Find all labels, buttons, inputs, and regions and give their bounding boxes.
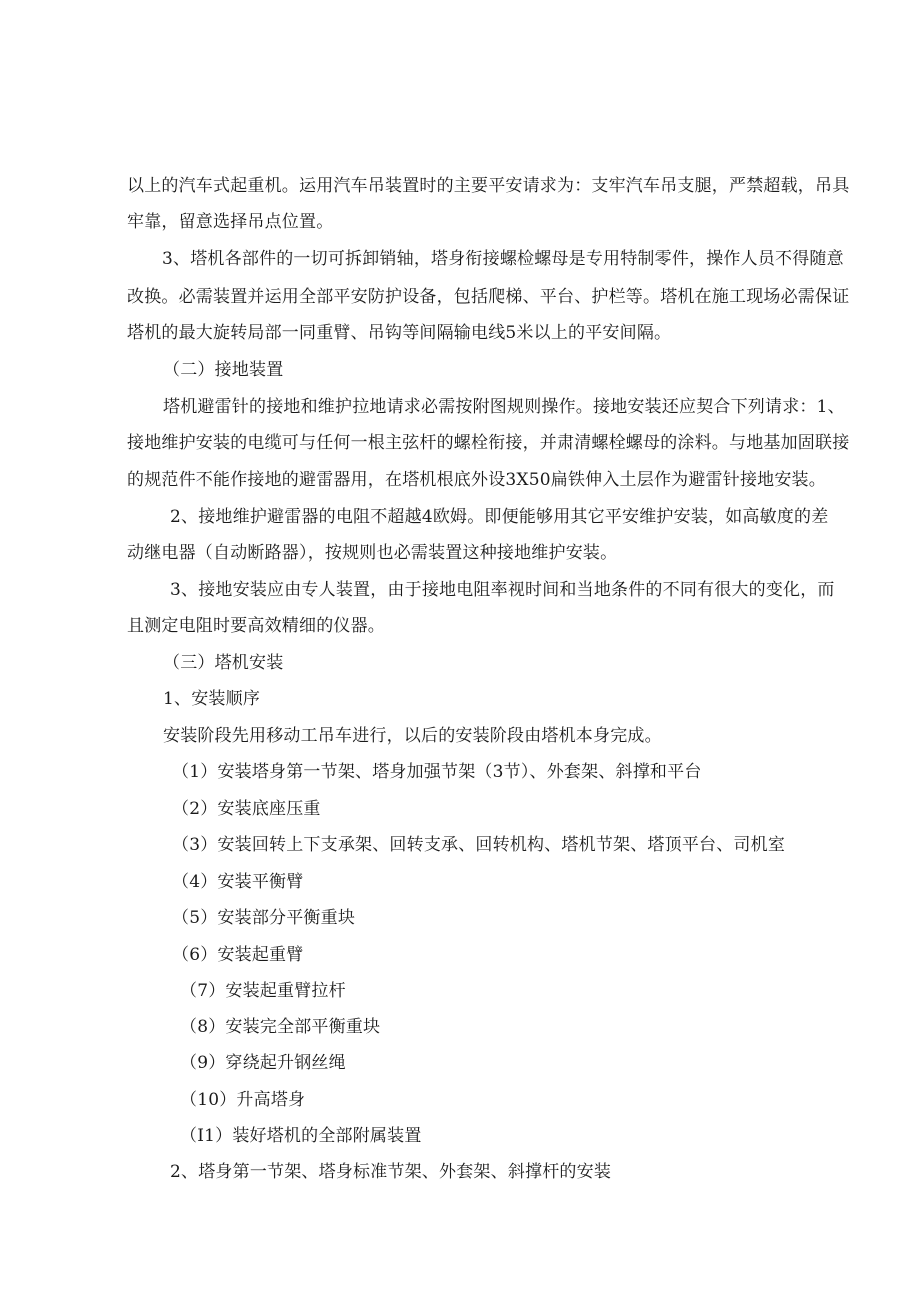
section-heading: （三）塔机安装	[163, 653, 284, 673]
subsection-heading: 2、塔身第一节架、塔身标准节架、外套架、斜撑杆的安装	[170, 1162, 612, 1182]
paragraph-line: 以上的汽车式起重机。运用汽车吊装置时的主要平安请求为：支牢汽车吊支腿，严禁超载，吊具	[127, 176, 850, 196]
list-item: （5）安装部分平衡重块	[172, 908, 356, 928]
paragraph-line: 3、接地安装应由专人装置，由于接地电阻率视时间和当地条件的不同有很大的变化，而	[170, 580, 835, 600]
list-item: （8）安装完全部平衡重块	[180, 1017, 381, 1037]
paragraph-line: 牢靠，留意选择吊点位置。	[127, 212, 334, 232]
list-item: （9）穿绕起升钢丝绳	[180, 1053, 346, 1073]
list-item: （7）安装起重臂拉杆	[180, 981, 346, 1001]
paragraph-line: 3、塔机各部件的一切可拆卸销轴，塔身衔接螺检螺母是专用特制零件，操作人员不得随意	[162, 249, 844, 269]
list-item: （2）安装底座压重	[172, 799, 321, 819]
paragraph-line: 改换。必需装置并运用全部平安防护设备，包括爬梯、平台、护栏等。塔机在施工现场必需保证	[127, 287, 850, 307]
list-item: （1）安装塔身第一节架、塔身加强节架（3节）、外套架、斜撑和平台	[172, 762, 702, 782]
paragraph-line: 且测定电阻时要高效精细的仪器。	[127, 616, 385, 636]
list-item: （4）安装平衡臂	[172, 872, 304, 892]
paragraph-line: 动继电器（自动断路器），按规则也必需装置这种接地维护安装。	[127, 543, 618, 563]
list-item: （6）安装起重臂	[172, 945, 304, 965]
list-item: （3）安装回转上下支承架、回转支承、回转机构、塔机节架、塔顶平台、司机室	[172, 835, 786, 855]
list-item: （10）升高塔身	[180, 1090, 306, 1110]
paragraph-line: 的规范件不能作接地的避雷器用，在塔机根底外设3X50扁铁伸入土层作为避雷针接地安装。	[127, 470, 826, 490]
list-item: （I1）装好塔机的全部附属装置	[180, 1126, 422, 1146]
paragraph-line: 塔机避雷针的接地和维护拉地请求必需按附图规则操作。接地安装还应契合下列请求：1、	[163, 397, 845, 417]
section-heading: （二）接地装置	[163, 360, 284, 380]
paragraph-line: 接地维护安装的电缆可与任何一根主弦杆的螺栓衔接，并肃清螺栓螺母的涂料。与地基加固联接	[127, 433, 850, 453]
subsection-heading: 1、安装顺序	[163, 689, 261, 709]
paragraph-line: 2、接地维护避雷器的电阻不超越4欧姆。即便能够用其它平安维护安装，如高敏度的差	[170, 507, 829, 527]
paragraph-line: 塔机的最大旋转局部一同重臂、吊钩等间隔输电线5米以上的平安间隔。	[127, 323, 672, 343]
paragraph-line: 安装阶段先用移动工吊车进行，以后的安装阶段由塔机本身完成。	[163, 726, 662, 746]
